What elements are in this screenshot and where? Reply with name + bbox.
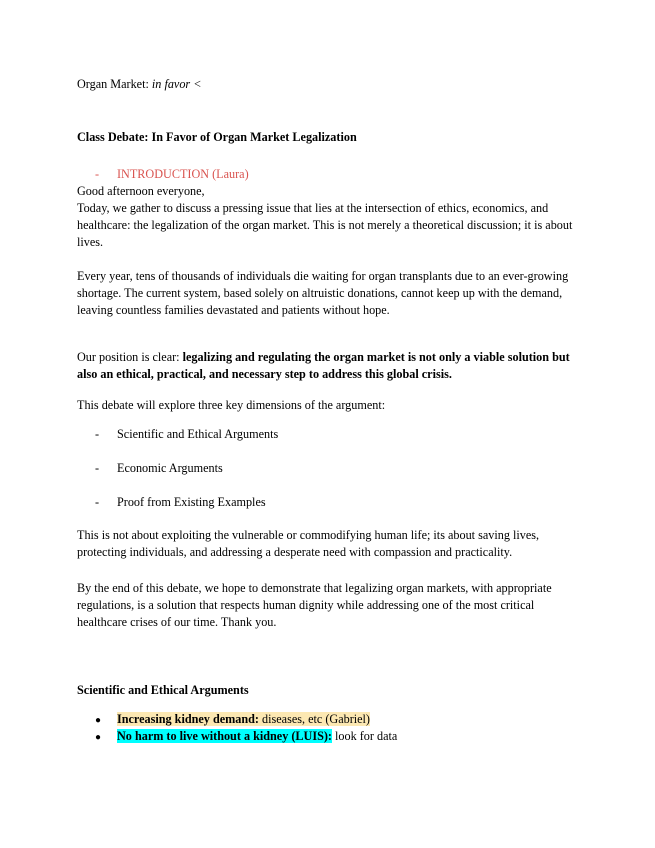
greeting-text: Good afternoon everyone, xyxy=(77,184,205,198)
highlighted-label xyxy=(117,729,332,743)
bullet-icon: ● xyxy=(95,715,102,726)
list-dash: - xyxy=(95,461,100,475)
highlighted-text xyxy=(117,712,370,726)
bullet-label: Increasing kidney demand: xyxy=(117,712,259,726)
list-dash: - xyxy=(95,495,100,509)
intro-paragraph-2: Every year, tens of thousands of individuals die waiting for organ transplants due to an ever-growing shortage. The current system, based solely on altruistic donations, cannot keep up with the demand, leaving countless families devastated and patients without hope. xyxy=(77,269,569,317)
intro-body-text: Today, we gather to discuss a pressing issue that lies at the intersection of ethics, economics, and healthcare: the legalization of the organ market. This is not merely a theoretical discussion; it is about lives. xyxy=(77,201,573,249)
position-statement: legalizing and regulating the organ market is not only a viable solution but also an ethical, practical, and necessary step to address this global crisis. xyxy=(77,350,570,381)
list-item xyxy=(95,728,600,745)
position-paragraph xyxy=(77,349,582,383)
list-item xyxy=(95,426,600,460)
title-emphasis: in favor < xyxy=(151,77,202,91)
bullet-rest: diseases, etc (Gabriel) xyxy=(259,712,370,726)
list-item-text: Proof from Existing Examples xyxy=(117,495,266,509)
bullet-label: No harm to live without a kidney (LUIS): xyxy=(117,729,332,743)
list-item xyxy=(95,460,600,494)
dimensions-intro: This debate will explore three key dimensions of the argument: xyxy=(77,398,386,412)
debate-heading: Class Debate: In Favor of Organ Market Legalization xyxy=(77,130,357,144)
bullet-icon: ● xyxy=(95,732,102,743)
intro-paragraph-5: This is not about exploiting the vulnerable or commodifying human life; its about saving lives, protecting individuals, and addressing a desperate need with compassion and practicality. xyxy=(77,528,540,559)
list-item-text: Economic Arguments xyxy=(117,461,223,475)
title-prefix: Organ Market: xyxy=(77,77,152,91)
position-lead: Our position is clear: xyxy=(77,350,183,364)
dimensions-list xyxy=(95,426,600,528)
intro-list-item xyxy=(95,166,600,183)
list-item-text: Scientific and Ethical Arguments xyxy=(117,427,279,441)
intro-label: INTRODUCTION (Laura) xyxy=(117,167,249,181)
intro-dash: - xyxy=(95,167,100,181)
scientific-heading: Scientific and Ethical Arguments xyxy=(77,683,249,697)
document-title-line xyxy=(77,76,582,93)
list-dash: - xyxy=(95,427,100,441)
bullet-rest: look for data xyxy=(331,729,398,743)
closing-paragraph: By the end of this debate, we hope to demonstrate that legalizing organ markets, with appropriate regulations, is a solution that respects human dignity while addressing one of the most critical healthcare crises of our time. Thank you. xyxy=(77,581,552,629)
list-item xyxy=(95,494,600,528)
intro-paragraph-1 xyxy=(77,183,582,251)
list-item xyxy=(95,711,600,728)
scientific-bullet-list xyxy=(95,711,600,745)
